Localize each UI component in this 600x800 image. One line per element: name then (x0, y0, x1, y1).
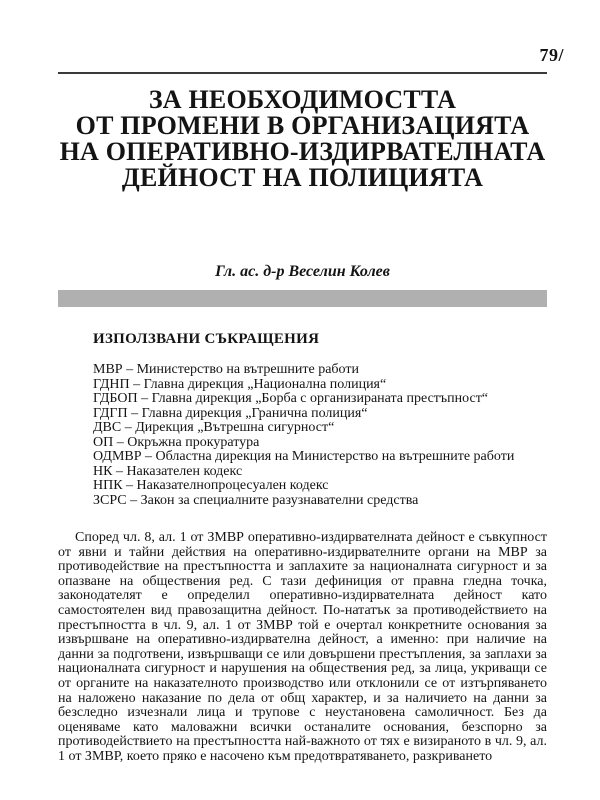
body-paragraph: Според чл. 8, ал. 1 от ЗМВР оперативно-издирвателната дейност е съвкупност от явни и тайни действия на оперативно-издирвателните органи на МВР за противодействие на престъпността и заплахите за националната сигурност и за опазване на обществения ред. С тази дефиниция от правна гледна точка, законодателят е определил оперативно-издирвателната дейност като самостоятелен вид правозащитна дейност. По-нататък за противодействието на престъпността в чл. 9, ал. 1 от ЗМВР той е очертал конкретните основания за извършване на оперативно-издирвателна дейност, а именно: при наличие на данни за подготвени, извършващи се или довършени престъпления, за заплахи за националната сигурност и нарушения на обществения ред, за лица, укриващи се от органите на наказателното производство или отклонили се от изтърпяването на наложено наказание по дела от общ характер, и за наличието на данни за безследно изчезнали лица и трупове с неустановена самоличност. Без да оценяваме като маловажни всички останалите основания, безспорно за противодействието на престъпността най-важното от тях е визираното в чл. 9, ал. 1 от ЗМВР, което пряко е насочено към предотвратяването, разкриването (58, 530, 547, 764)
abbreviation-item: ДВС – Дирекция „Вътрешна сигурност“ (93, 420, 335, 435)
title-line: ЗА НЕОБХОДИМОСТТА (148, 85, 457, 114)
abbreviation-item: НК – Наказателен кодекс (93, 463, 243, 479)
divider-bar (58, 290, 547, 307)
page-content (58, 0, 564, 800)
title-line: ДЕЙНОСТ НА ПОЛИЦИЯТА (121, 163, 484, 192)
header-rule (58, 72, 547, 74)
abbreviation-item: ГДНП – Главна дирекция „Национална полиция“ (93, 376, 387, 392)
abbreviation-item: ОДМВР – Областна дирекция на Министерство на вътрешните работи (93, 449, 515, 464)
title-line: ОТ ПРОМЕНИ В ОРГАНИЗАЦИЯТА (75, 111, 530, 140)
author-byline: Гл. ас. д-р Веселин Колев (215, 263, 390, 280)
title-line: НА ОПЕРАТИВНО-ИЗДИРВАТЕЛНАТА (59, 137, 546, 166)
article-title (58, 87, 547, 191)
abbreviation-item: ГДБОП – Главна дирекция „Борба с организираната престъпност“ (93, 391, 489, 406)
page-number: 79/ (539, 45, 564, 65)
abbreviations-heading: ИЗПОЛЗВАНИ СЪКРАЩЕНИЯ (93, 331, 320, 347)
abbreviation-item: ГДГП – Главна дирекция „Гранична полиция“ (93, 405, 368, 421)
abbreviations-list (93, 363, 547, 508)
abbreviation-item: НПК – Наказателнопроцесуален кодекс (93, 478, 329, 493)
abbreviation-item: ЗСРС – Закон за специалните разузнавателни средства (93, 492, 419, 508)
abbreviations-section (93, 332, 547, 508)
abbreviation-item: МВР – Министерство на вътрешните работи (93, 362, 359, 377)
abbreviation-item: ОП – Окръжна прокуратура (93, 434, 260, 450)
